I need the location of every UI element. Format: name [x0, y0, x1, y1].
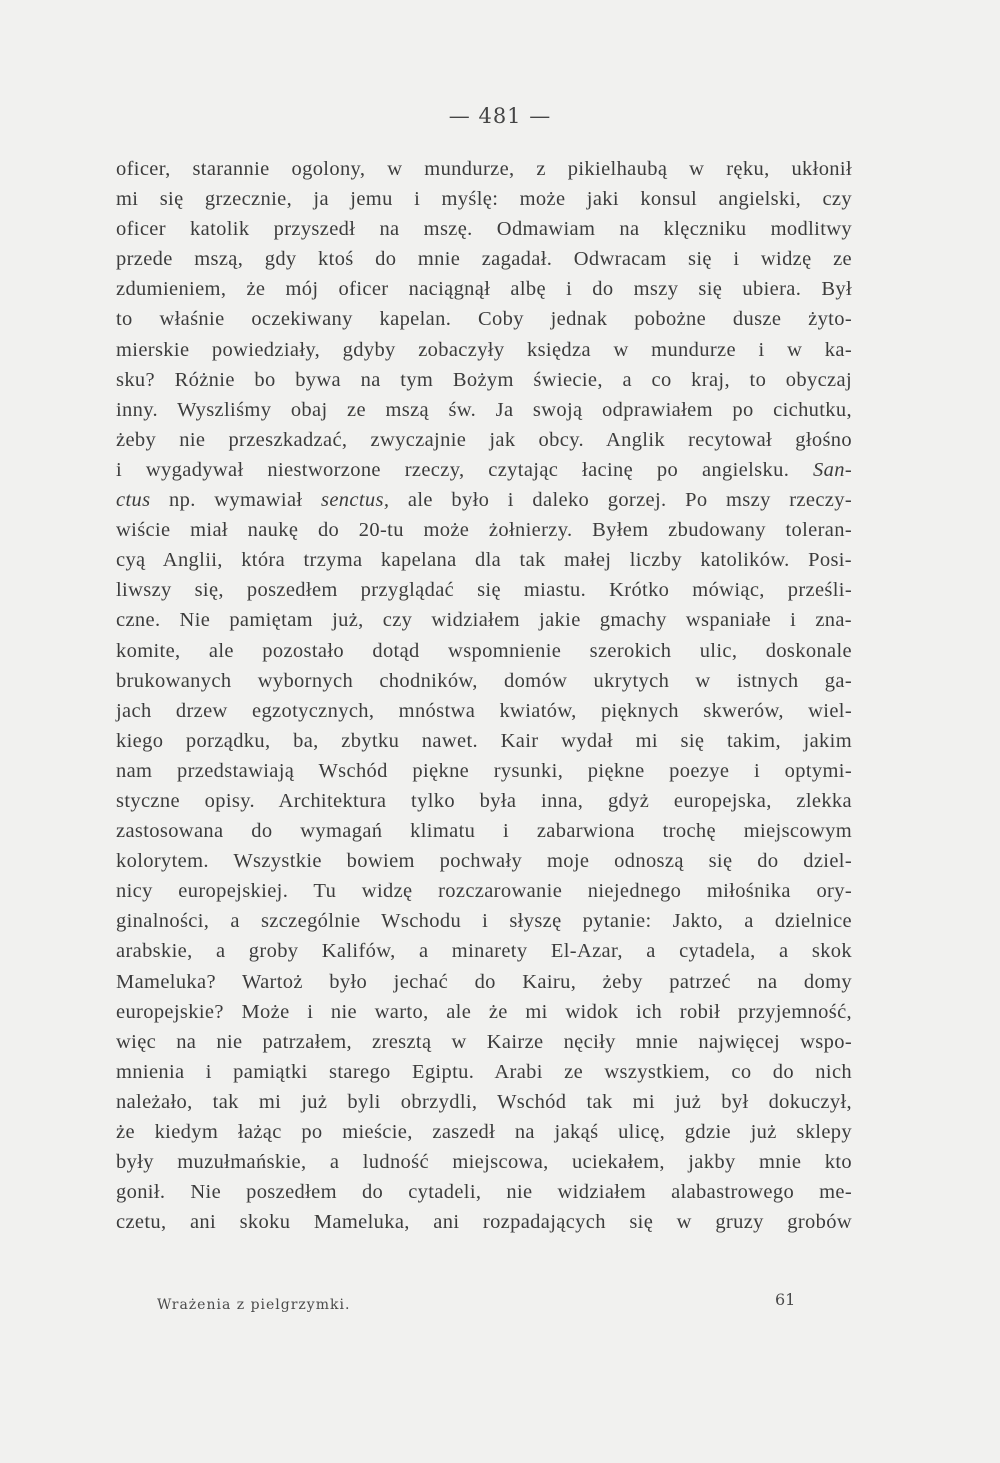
text-segment: komite, ale pozostało dotąd wspomnienie szerokich ulic, doskonale [116, 639, 852, 662]
text-line [116, 1057, 852, 1087]
text-line [116, 214, 852, 244]
text-line [116, 244, 852, 274]
text-line [116, 154, 852, 184]
text-segment: kiego porządku, ba, zbytku nawet. Kair wydał mi się takim, jakim [116, 729, 852, 752]
text-segment: czetu, ani skoku Mameluka, ani rozpadających się w gruzy grobów [116, 1211, 852, 1234]
text-line [116, 575, 852, 605]
text-segment: San- [813, 458, 852, 481]
text-line [116, 1117, 852, 1147]
text-line [116, 395, 852, 425]
text-line [116, 997, 852, 1027]
text-line [116, 666, 852, 696]
text-segment: nam przedstawiają Wschód piękne rysunki, piękne poezye i optymi- [116, 759, 852, 782]
text-line [116, 1177, 852, 1207]
text-segment: to właśnie oczekiwany kapelan. Coby jednak pobożne dusze żyto- [116, 308, 852, 331]
text-segment: jach drzew egzotycznych, mnóstwa kwiatów, pięknych skwerów, wiel- [116, 699, 852, 722]
text-segment: liwszy się, poszedłem przyglądać się miastu. Krótko mówiąc, prześli- [116, 579, 852, 602]
text-segment: wiście miał naukę do 20-tu może żołnierzy. Byłem zbudowany toleran- [116, 519, 852, 542]
text-line [116, 846, 852, 876]
text-segment: zdumieniem, że mój oficer naciągnął albę i do mszy się ubiera. Był [116, 278, 852, 301]
text-segment: mierskie powiedziały, gdyby zobaczyły księdza w mundurze i w ka- [116, 338, 852, 361]
text-line [116, 605, 852, 635]
text-line [116, 906, 852, 936]
text-line [116, 184, 852, 214]
text-segment: żeby nie przeszkadzać, zwyczajnie jak obcy. Anglik recytował głośno [116, 428, 852, 451]
text-segment: oficer, starannie ogolony, w mundurze, z pikielhaubą w ręku, ukłonił [116, 158, 852, 180]
text-line [116, 425, 852, 455]
text-segment: kolorytem. Wszystkie bowiem pochwały moje odnoszą się do dziel- [116, 850, 852, 873]
text-line [116, 696, 852, 726]
text-segment: były muzułmańskie, a ludność miejscowa, uciekałem, jakby mnie kto [116, 1151, 852, 1174]
text-segment: mi się grzecznie, ja jemu i myślę: może jaki konsul angielski, czy [116, 188, 852, 211]
text-segment: ale było i daleko gorzej. Po mszy rzeczy- [389, 489, 852, 512]
text-line [116, 545, 852, 575]
text-line [116, 274, 852, 304]
text-segment: ginalności, a szczególnie Wschodu i słyszę pytanie: Jakto, a dzielnice [116, 910, 852, 933]
text-segment: arabskie, a groby Kalifów, a minarety El-Azar, a cytadela, a skok [116, 940, 852, 963]
text-segment: styczne opisy. Architektura tylko była inna, gdyż europejska, zlekka [116, 789, 852, 812]
text-segment: cyą Anglii, która trzyma kapelana dla tak małej liczby katolików. Posi- [116, 549, 852, 572]
text-segment: sku? Różnie bo bywa na tym Bożym świecie, a co kraj, to obyczaj [116, 368, 852, 391]
text-line [116, 365, 852, 395]
text-line [116, 515, 852, 545]
text-segment: mnienia i pamiątki starego Egiptu. Arabi ze wszystkiem, co do nich [116, 1060, 852, 1083]
text-segment: więc na nie patrzałem, zresztą w Kairze nęciły mnie najwięcej wspo- [116, 1030, 852, 1053]
text-line [116, 455, 852, 485]
text-line [116, 756, 852, 786]
signature-mark: Wrażenia z pielgrzymki. [157, 1297, 351, 1313]
body-text [116, 154, 852, 1237]
text-line [116, 786, 852, 816]
text-segment: czne. Nie pamiętam już, czy widziałem jakie gmachy wspaniałe i zna- [116, 609, 852, 632]
sheet-number: 61 [775, 1290, 796, 1309]
text-segment: senctus, [321, 489, 390, 512]
text-segment: przede mszą, gdy ktoś do mnie zagadał. Odwracam się i widzę ze [116, 248, 852, 271]
text-line [116, 936, 852, 966]
text-segment: inny. Wyszliśmy obaj ze mszą św. Ja swoją odprawiałem po cichutku, [116, 398, 852, 421]
text-line [116, 876, 852, 906]
text-line [116, 1207, 852, 1237]
text-segment: oficer katolik przyszedł na mszę. Odmawiam na klęczniku modlitwy [116, 218, 852, 241]
text-line [116, 967, 852, 997]
text-line [116, 485, 852, 515]
text-segment: np. wymawiał [150, 489, 322, 512]
text-line [116, 304, 852, 334]
text-segment: należało, tak mi już byli obrzydli, Wschód tak mi już był dokuczył, [116, 1090, 852, 1113]
page-number: — 481 — [448, 104, 552, 128]
text-segment: zastosowana do wymagań klimatu i zabarwiona trochę miejscowym [116, 820, 852, 843]
text-segment: ctus [116, 489, 151, 512]
text-segment: Mameluka? Wartoż było jechać do Kairu, żeby patrzeć na domy [116, 970, 852, 993]
text-line [116, 1087, 852, 1117]
text-segment: brukowanych wybornych chodników, domów ukrytych w istnych ga- [116, 669, 852, 692]
text-segment: gonił. Nie poszedłem do cytadeli, nie widziałem alabastrowego me- [116, 1181, 852, 1204]
text-line [116, 816, 852, 846]
text-line [116, 1147, 852, 1177]
text-segment: nicy europejskiej. Tu widzę rozczarowanie niejednego miłośnika ory- [116, 880, 852, 903]
text-line [116, 636, 852, 666]
text-segment: i wygadywał niestworzone rzeczy, czytając łacinę po angielsku. [116, 458, 814, 481]
text-segment: europejskie? Może i nie warto, ale że mi widok ich robił przyjemność, [116, 1000, 852, 1023]
text-line [116, 335, 852, 365]
text-line [116, 1027, 852, 1057]
text-segment: że kiedym łażąc po mieście, zaszedł na jakąś ulicę, gdzie już sklepy [116, 1121, 852, 1143]
text-line [116, 726, 852, 756]
